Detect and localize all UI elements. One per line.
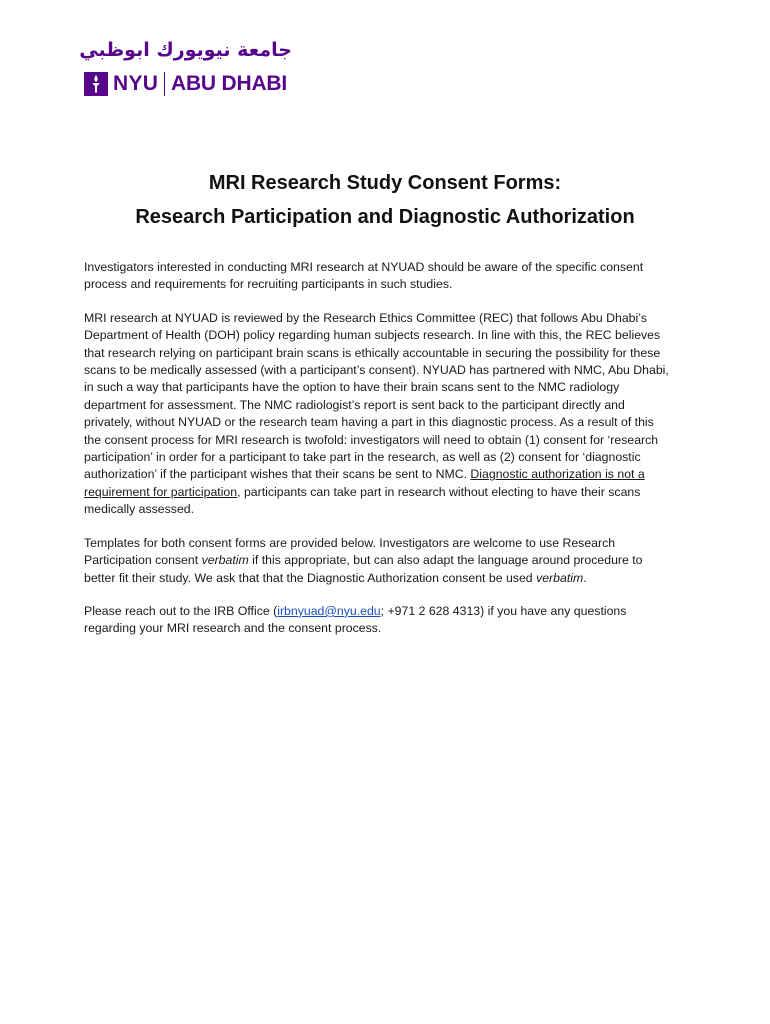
text-line: Templates for both consent forms are provided below. Investigators are welcome to use Research: [84, 535, 616, 550]
underlined-text: requirement for participation: [84, 484, 238, 499]
text-line: [84, 484, 684, 501]
text-line: process and requirements for recruiting participants in such studies.: [84, 277, 453, 292]
text-line: medically assessed.: [84, 502, 195, 517]
document-title-line2: Research Participation and Diagnostic Authorization: [135, 206, 635, 228]
paragraph-review: [84, 310, 684, 519]
nyuad-logo: [79, 38, 304, 98]
text-line: Investigators interested in conducting MRI research at NYUAD should be aware of the specific consent: [84, 260, 644, 274]
document-body: [84, 259, 684, 654]
text-line: department for assessment. The NMC radiologist’s report is sent back to the participant directly and: [84, 397, 625, 412]
text-line: that research relying on participant brain scans is ethically accountable in securing the possibility for these: [84, 345, 661, 360]
text-line: [84, 570, 684, 587]
logo-nyu-text: NYU: [113, 72, 159, 95]
logo-arabic-text: جامعة نيويورك ابوظبي: [79, 39, 292, 61]
text-segment: authorization’ if the participant wishes that their scans be sent to NMC.: [84, 467, 471, 482]
text-line: participation’ in order for a participant to take part in the research, as well as (2) consent for ‘diagnostic: [84, 450, 641, 465]
text-line: in such a way that participants have the option to have their brain scans sent to the NMC radiology: [84, 380, 620, 395]
text-line: [84, 466, 684, 483]
paragraph-intro: [84, 259, 684, 294]
logo-abu-dhabi-text: ABU DHABI: [171, 72, 288, 95]
paragraph-templates: [84, 535, 684, 587]
text-line: [84, 603, 684, 620]
logo-divider: [164, 72, 165, 96]
document-title-line1: MRI Research Study Consent Forms:: [208, 172, 562, 194]
italic-text: verbatim: [201, 553, 249, 568]
paragraph-contact: [84, 603, 684, 638]
text-line: [84, 552, 684, 569]
irb-email-link[interactable]: irbnyuad@nyu.edu: [277, 603, 381, 618]
text-line: privately, without NYUAD or the research team having a part in this diagnostic process. As a result of this: [84, 415, 654, 430]
text-segment: if this appropriate, but can also adapt the language around procedure to: [248, 553, 643, 568]
text-line: regarding your MRI research and the consent process.: [84, 621, 382, 636]
text-line: MRI research at NYUAD is reviewed by the Research Ethics Committee (REC) that follows Abu Dhabi’s: [84, 310, 647, 325]
underlined-text: Diagnostic authorization is not a: [470, 467, 645, 482]
text-segment: ; +971 2 628 4313) if you have any questions: [380, 603, 627, 618]
text-segment: .: [583, 570, 587, 585]
text-line: scans to be medically assessed (with a participant’s consent). NYUAD has partnered with NMC, Abu Dhabi,: [84, 363, 669, 378]
text-segment: , participants can take part in research without electing to have their scans: [237, 484, 641, 499]
text-line: Department of Health (DOH) policy regarding human subjects research. In line with this, the REC believes: [84, 328, 661, 343]
nyu-torch-icon: [84, 72, 108, 96]
text-line: the consent process for MRI research is twofold: investigators will need to obtain (1) consent for ‘research: [84, 432, 659, 447]
text-segment: Participation consent: [84, 553, 202, 568]
text-segment: better fit their study. We ask that that the Diagnostic Authorization consent be used: [84, 570, 537, 585]
text-segment: Please reach out to the IRB Office (: [84, 603, 278, 618]
italic-text: verbatim: [536, 570, 584, 585]
